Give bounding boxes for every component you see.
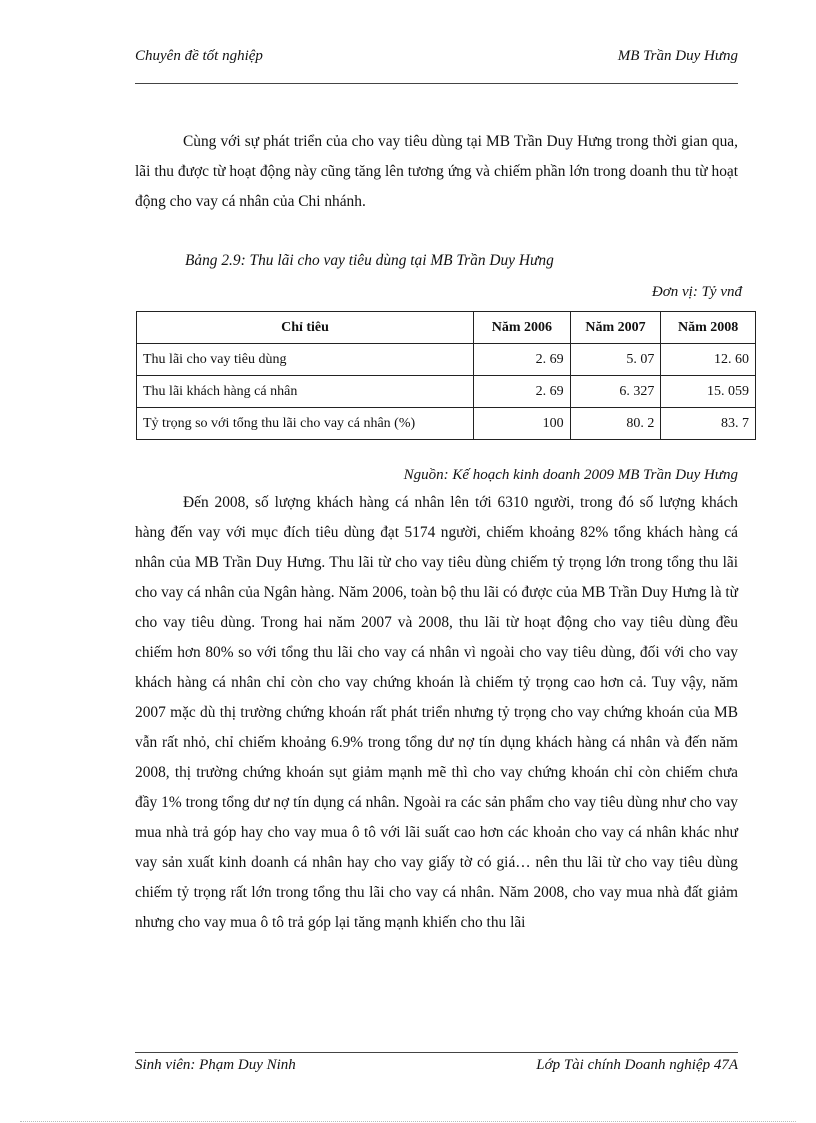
intro-paragraph-text: Cùng với sự phát triển của cho vay tiêu dùng tại MB Trần Duy Hưng trong thời gian qua, lãi thu được từ hoạt động này cũng tăng lên tương ứng và chiếm phần lớn trong doanh thu từ hoạt động cho vay cá nhân của Chi nhánh. [135, 133, 738, 210]
table-cell-label: Tỷ trọng so với tổng thu lãi cho vay cá nhân (%) [137, 408, 474, 440]
page-edge-divider [20, 1121, 796, 1122]
table-caption: Bảng 2.9: Thu lãi cho vay tiêu dùng tại MB Trần Duy Hưng [185, 252, 554, 269]
table-source: Nguồn: Kế hoạch kinh doanh 2009 MB Trần Duy Hưng [403, 467, 738, 483]
table-cell-label: Thu lãi cho vay tiêu dùng [137, 344, 474, 376]
table-cell-value: 2. 69 [474, 344, 571, 376]
interest-income-table [136, 311, 756, 440]
header-divider [135, 83, 738, 84]
column-header-2006: Năm 2006 [474, 312, 571, 344]
table-cell-value: 100 [474, 408, 571, 440]
table-row [137, 344, 756, 376]
footer-divider [135, 1052, 738, 1053]
table-cell-value: 12. 60 [661, 344, 756, 376]
table-row [137, 408, 756, 440]
column-header-2008: Năm 2008 [661, 312, 756, 344]
table-cell-value: 5. 07 [570, 344, 661, 376]
analysis-paragraph [135, 488, 738, 938]
header-branch-name: MB Trần Duy Hưng [617, 48, 738, 64]
table-cell-value: 83. 7 [661, 408, 756, 440]
column-header-indicator: Chỉ tiêu [137, 312, 474, 344]
header-document-type: Chuyên đề tốt nghiệp [135, 48, 263, 64]
table-cell-label: Thu lãi khách hàng cá nhân [137, 376, 474, 408]
footer-student-name: Sinh viên: Phạm Duy Ninh [135, 1057, 296, 1073]
table-unit: Đơn vị: Tỷ vnđ [651, 284, 742, 300]
table-cell-value: 6. 327 [570, 376, 661, 408]
table-cell-value: 80. 2 [570, 408, 661, 440]
page-header [135, 48, 738, 65]
column-header-2007: Năm 2007 [570, 312, 661, 344]
intro-paragraph [135, 127, 738, 217]
footer-class-name: Lớp Tài chính Doanh nghiệp 47A [536, 1057, 738, 1073]
table-row [137, 376, 756, 408]
page-footer [135, 1057, 738, 1074]
table-header-row [137, 312, 756, 344]
analysis-paragraph-text: Đến 2008, số lượng khách hàng cá nhân lên tới 6310 người, trong đó số lượng khách hàng đến vay với mục đích tiêu dùng đạt 5174 người, chiếm khoảng 82% tổng khách hàng cá nhân của MB Trần Duy Hưng. Thu lãi từ cho vay tiêu dùng chiếm tỷ trọng lớn trong tổng thu lãi cho vay cá nhân của Ngân hàng. Năm 2006, toàn bộ thu lãi có được của MB Trần Duy Hưng là từ cho vay tiêu dùng. Trong hai năm 2007 và 2008, thu lãi từ hoạt động cho vay tiêu dùng đều chiếm hơn 80% so với tổng thu lãi cho vay cá nhân vì ngoài cho vay tiêu dùng, đối với cho vay khách hàng cá nhân chỉ còn cho vay chứng khoán là chiếm tỷ trọng cao hơn cả. Tuy vậy, năm 2007 mặc dù thị trường chứng khoán rất phát triển nhưng tỷ trọng cho vay chứng khoán của MB vẫn rất nhỏ, chỉ chiếm khoảng 6.9% trong tổng dư nợ tín dụng khách hàng cá nhân và đến năm 2008, thị trường chứng khoán sụt giảm mạnh mẽ thì cho vay chứng khoán chỉ còn chiếm chưa đầy 1% trong tổng dư nợ tín dụng cá nhân. Ngoài ra các sản phẩm cho vay tiêu dùng như cho vay mua nhà trả góp hay cho vay mua ô tô với lãi suất cao hơn các khoản cho vay cá nhân khác như vay sản xuất kinh doanh cá nhân hay cho vay giấy tờ có giá… nên thu lãi từ cho vay tiêu dùng chiếm tỷ trọng rất lớn trong tổng thu lãi cho vay cá nhân. Năm 2008, cho vay mua nhà đất giảm nhưng cho vay mua ô tô trả góp lại tăng mạnh khiến cho thu lãi [135, 494, 738, 931]
table-cell-value: 15. 059 [661, 376, 756, 408]
table-cell-value: 2. 69 [474, 376, 571, 408]
